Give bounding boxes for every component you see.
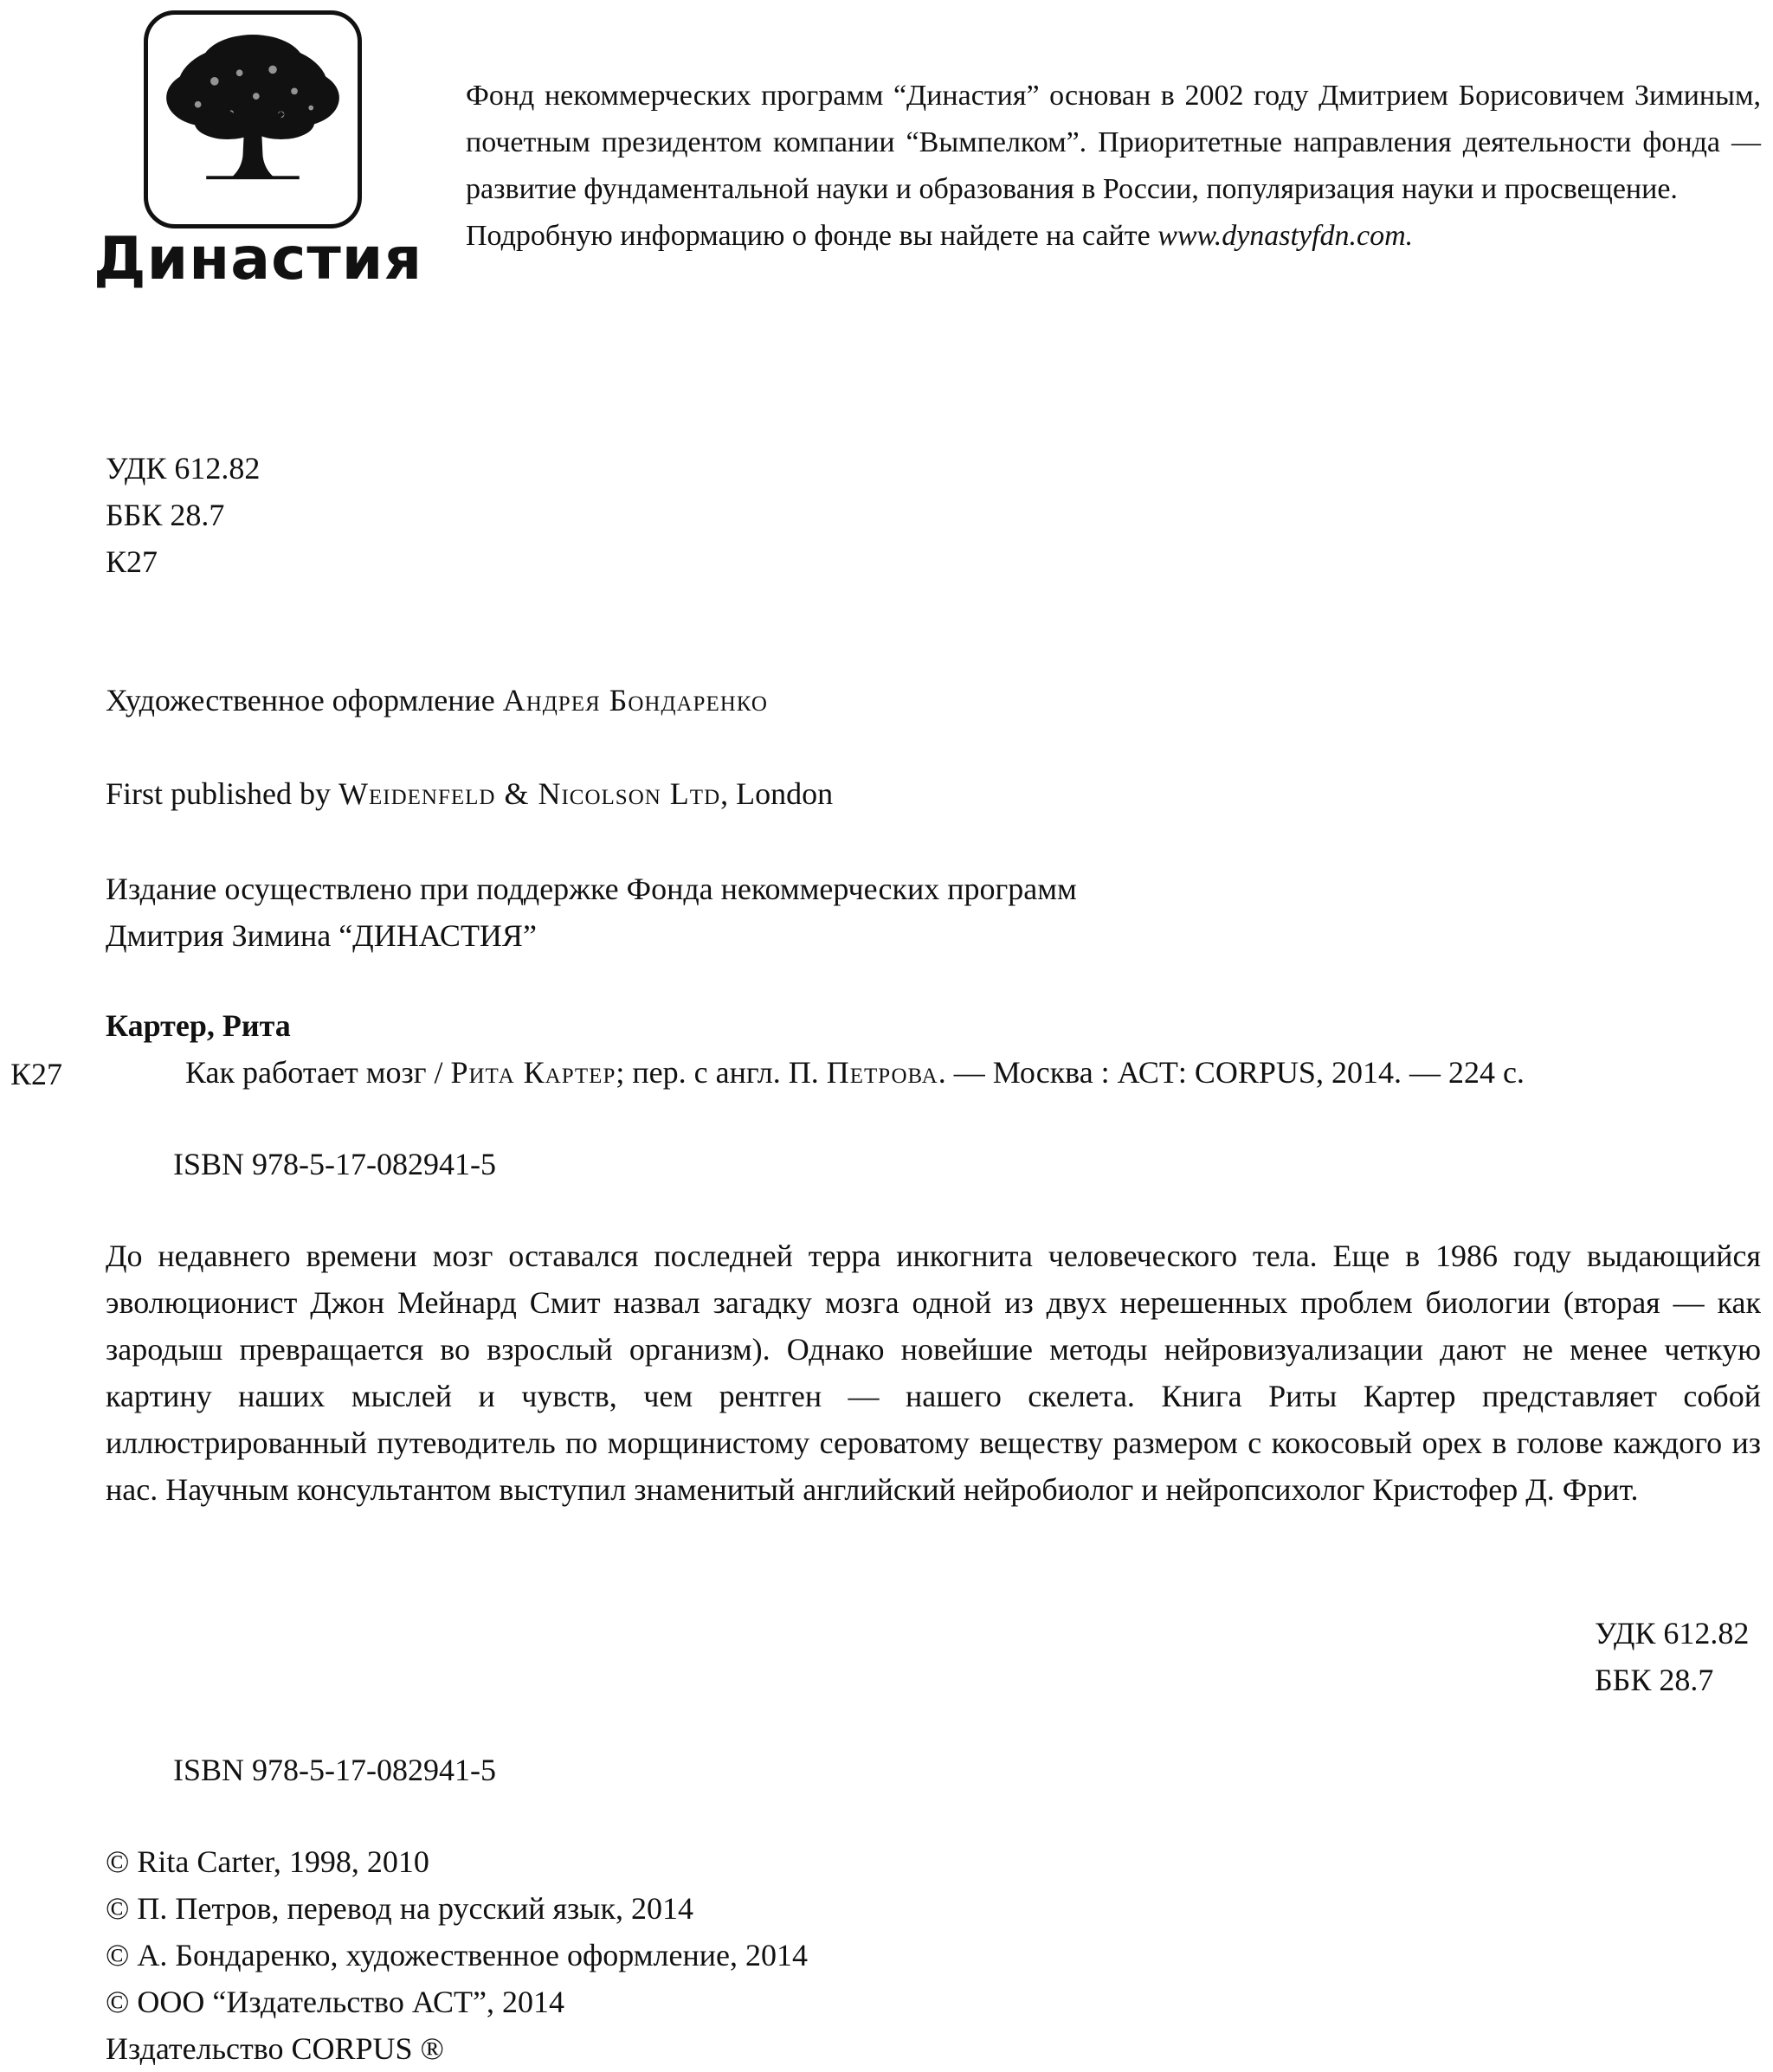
classification-codes-top (106, 445, 260, 585)
designer-name: Андрея Бондаренко (502, 683, 768, 717)
udk-code-right: УДК 612.82 (1595, 1616, 1750, 1651)
first-published-prefix: First published by (106, 776, 332, 811)
udk-code: УДК 612.82 (106, 451, 261, 486)
dynasty-logo-frame (144, 10, 362, 228)
copyright-line: © ООО “Издательство АСТ”, 2014 (106, 1985, 564, 2019)
classification-codes-right (1595, 1610, 1749, 1703)
bib-translator-prefix: ; пер. с англ. П. (616, 1055, 827, 1090)
bib-margin-mark: К27 (10, 1057, 63, 1091)
logo-wordmark: Династия (93, 225, 423, 293)
design-credit-prefix: Художественное оформление (106, 683, 495, 717)
copyright-line: © А. Бондаренко, художественное оформление, 2014 (106, 1938, 808, 1972)
bib-author-sc: Рита Картер (450, 1055, 616, 1090)
intro-site-prefix: Подробную информацию о фонде вы найдете на сайте (466, 220, 1151, 252)
bib-description (185, 1049, 1766, 1096)
bib-isbn: ISBN 978-5-17-082941-5 (173, 1147, 496, 1181)
support-line-1: Издание осуществлено при поддержке Фонда некоммерческих программ (106, 872, 1077, 906)
publisher-imprint-line: Издательство CORPUS ® (106, 2031, 444, 2066)
bib-title: Как работает мозг / (185, 1055, 451, 1090)
bib-author-heading: Картер, Рита (106, 1008, 291, 1043)
copyright-line: © П. Петров, перевод на русский язык, 2014 (106, 1891, 693, 1926)
oak-tree-icon (148, 15, 358, 224)
first-published-suffix: , London (720, 776, 834, 811)
bib-translator: Петрова (826, 1055, 938, 1090)
copyright-block (106, 1838, 808, 2072)
bbk-code: ББК 28.7 (106, 498, 225, 532)
foundation-intro (466, 73, 1761, 260)
bib-imprint: . — Москва : АСТ: CORPUS, 2014. — 224 с. (938, 1055, 1525, 1090)
site-url: www.dynastyfdn.com. (1157, 220, 1414, 252)
support-line-2: Дмитрия Зимина “ДИНАСТИЯ” (106, 918, 537, 953)
isbn-footer: ISBN 978-5-17-082941-5 (173, 1753, 496, 1787)
book-summary: До недавнего времени мозг оставался последней терра инкогнита человеческого тела. Еще в 1986 году выдающийся эволюционист Джон Мейнард Смит назвал загадку мозга одной из двух нерешенных проблем биологии (вторая — как зародыш превращается во взрослый организм). Однако новейшие методы нейровизуализации дают не менее четкую картину наших мыслей и чувств, чем рентген — нашего скелета. Книга Риты Картер представляет собой иллюстрированный путеводитель по морщинистому сероватому веществу размером с кокосовый орех в голове каждого из нас. Научным консультантом выступил знаменитый английский нейробиолог и нейропсихолог Кристофер Д. Фрит. (106, 1239, 1761, 1507)
copyright-line: © Rita Carter, 1998, 2010 (106, 1844, 429, 1879)
intro-paragraph: Фонд некоммерческих программ “Династия” основан в 2002 году Дмитрием Борисовичем Зиминым, почетным президентом компании “Вымпелком”. Приоритетные направления деятельности фонда — развитие фундаментальной науки и образования в России, популяризация науки и просвещение. (466, 80, 1761, 205)
author-mark: К27 (106, 544, 158, 579)
design-credit (106, 677, 768, 724)
original-publisher: Weidenfeld & Nicolson Ltd (338, 776, 721, 811)
intro-site-line (466, 213, 1761, 260)
bbk-code-right: ББК 28.7 (1595, 1663, 1714, 1697)
support-notice (106, 865, 1077, 959)
first-published-credit (106, 770, 833, 817)
